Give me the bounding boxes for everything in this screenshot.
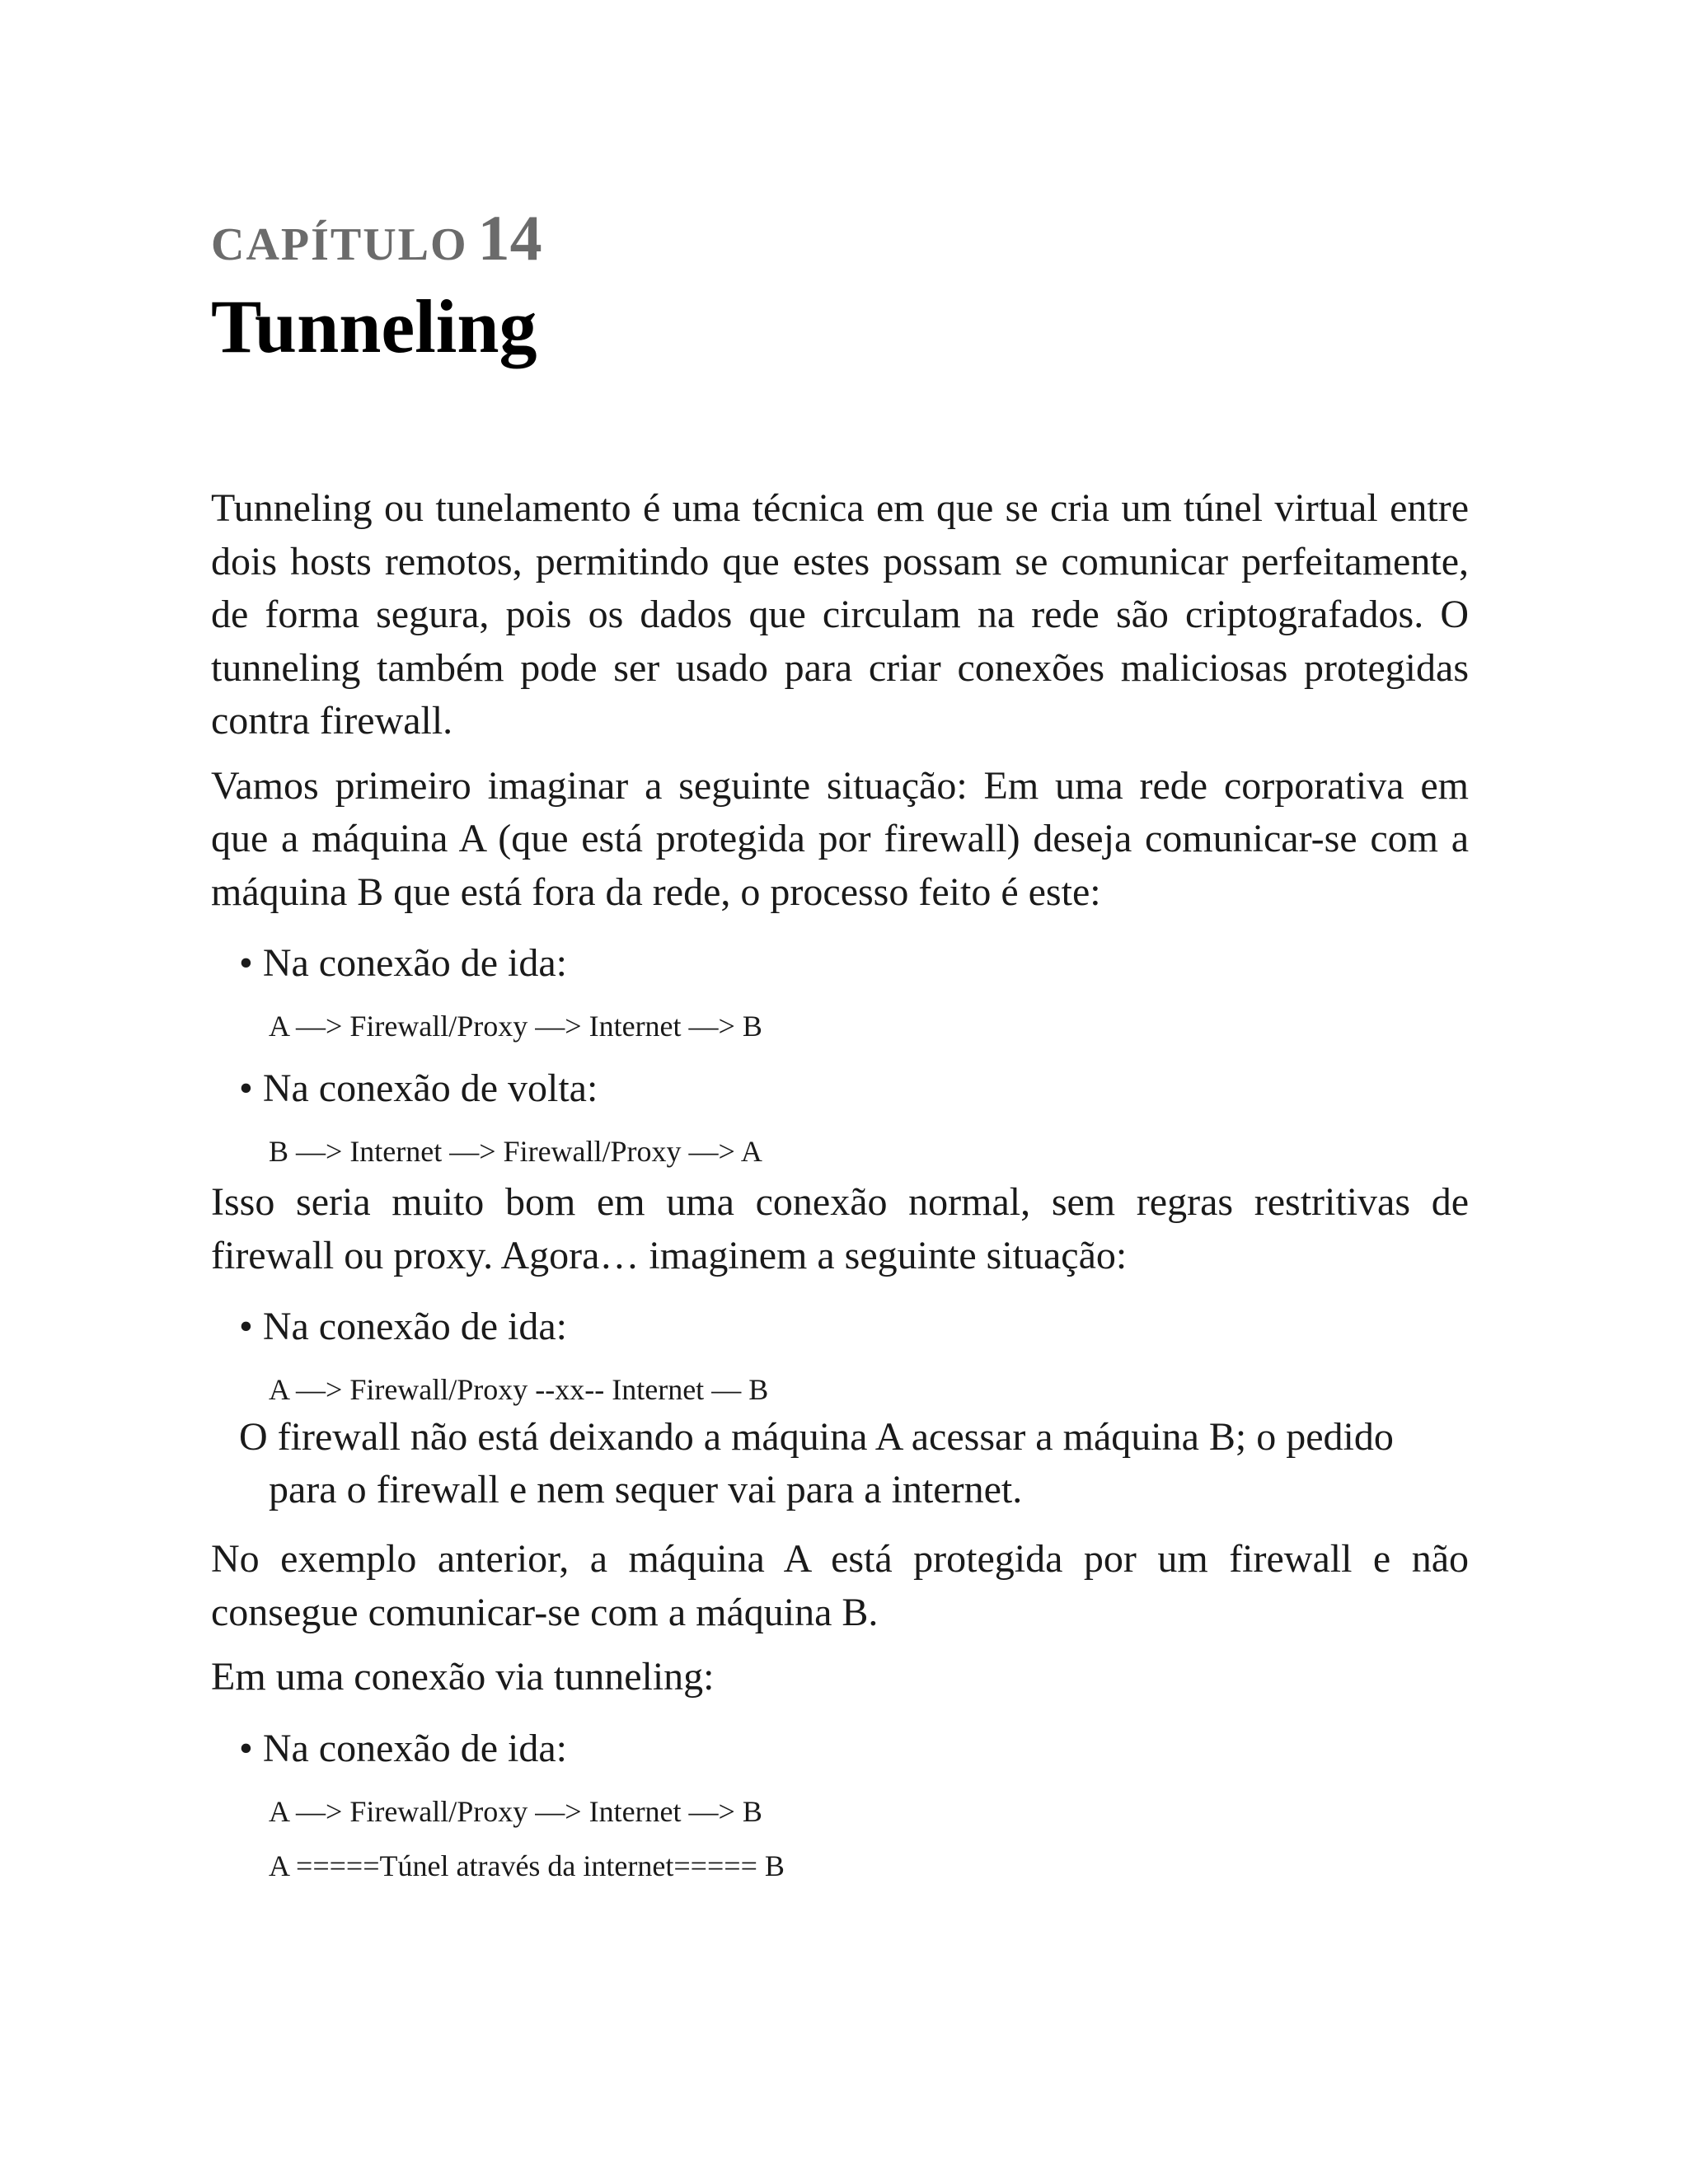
- list-item: [239, 937, 1469, 990]
- connection-path: A —> Firewall/Proxy —> Internet —> B: [269, 1794, 762, 1828]
- paragraph-situation: Vamos primeiro imaginar a seguinte situação: Em uma rede corporativa em que a máquina A (que está protegida por firewall) deseja comunicar-se com a máquina B que está fora da rede, o processo feito é este:: [211, 763, 1469, 914]
- chapter-label: [211, 202, 542, 274]
- chapter-number: 14: [477, 202, 542, 274]
- bullet-icon: •: [239, 941, 253, 985]
- list-item: [239, 1301, 1469, 1353]
- list-item-label: Na conexão de ida:: [262, 1726, 567, 1770]
- bullet-icon: •: [239, 1066, 253, 1110]
- paragraph-normal-connection: Isso seria muito bom em uma conexão normal, sem regras restritivas de firewall ou proxy. Agora… imaginem a seguinte situação:: [211, 1180, 1469, 1277]
- list-item: [239, 1722, 1469, 1775]
- connection-path: B —> Internet —> Firewall/Proxy —> A: [269, 1135, 762, 1168]
- paragraph-intro: Tunneling ou tunelamento é uma técnica em que se cria um túnel virtual entre dois hosts remotos, permitindo que estes possam se comunicar perfeitamente, de forma segura, pois os dados que circulam na rede são criptografados. O tunneling também pode ser usado para criar conexões maliciosas protegidas contra firewall.: [211, 486, 1469, 743]
- list-item-label: Na conexão de ida:: [262, 941, 567, 985]
- list-item: [239, 1062, 1469, 1115]
- bullet-icon: •: [239, 1726, 253, 1770]
- list-item-label: Na conexão de volta:: [262, 1066, 598, 1110]
- chapter-title: Tunneling: [211, 284, 537, 368]
- connection-path: A —> Firewall/Proxy --xx-- Internet — B: [269, 1373, 769, 1406]
- paragraph-tunneling-connection: Em uma conexão via tunneling:: [211, 1655, 715, 1699]
- firewall-note: O firewall não está deixando a máquina A acessar a máquina B; o pedido para o firewall e nem sequer vai para a internet.: [239, 1415, 1394, 1511]
- chapter-word: CAPÍTULO: [211, 219, 468, 270]
- paragraph-previous-example: No exemplo anterior, a máquina A está protegida por um firewall e não consegue comunicar-se com a máquina B.: [211, 1537, 1469, 1634]
- connection-path: A —> Firewall/Proxy —> Internet —> B: [269, 1010, 762, 1043]
- bullet-icon: •: [239, 1305, 253, 1348]
- list-item-label: Na conexão de ida:: [262, 1305, 567, 1348]
- tunnel-path: A =====Túnel através da internet===== B: [269, 1849, 785, 1882]
- chapter-body: [211, 482, 1469, 1884]
